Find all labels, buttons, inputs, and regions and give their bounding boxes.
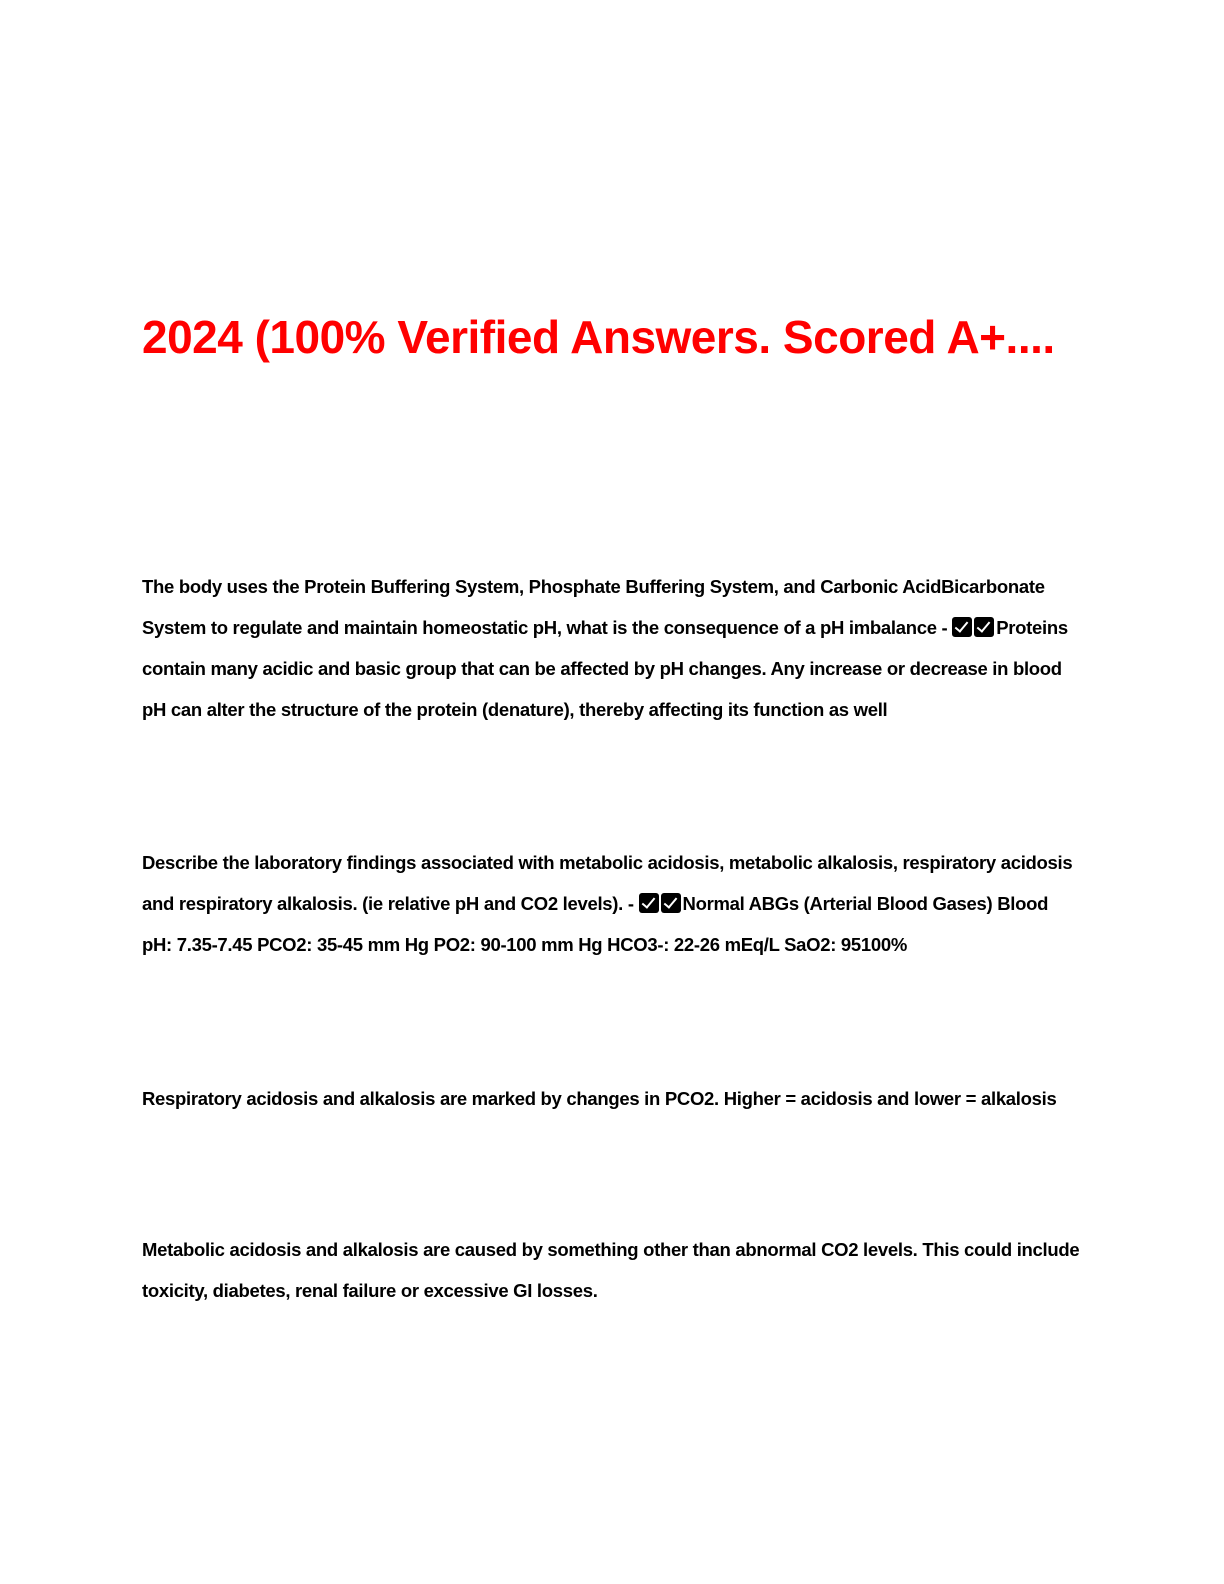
qa-question-2: Describe the laboratory findings associated with metabolic acidosis, metabolic alkalosis, respiratory acidosis and respiratory alkalosis. (ie relative pH and CO2 levels). - [142, 852, 1073, 914]
qa-answer-2: Normal ABGs (Arterial Blood Gases) Blood pH: 7.35-7.45 PCO2: 35-45 mm Hg PO2: 90-100 mm Hg HCO3-: 22-26 mEq/L SaO2: 95100% [142, 893, 1049, 955]
qa-question-1: The body uses the Protein Buffering System, Phosphate Buffering System, and Carbonic AcidBicarbonate System to regulate and maintain homeostatic pH, what is the consequence of a pH imbalance - [142, 576, 1045, 638]
qa-item-1 [142, 566, 1082, 730]
check-icon [974, 617, 994, 637]
qa-item-2 [142, 842, 1082, 965]
check-icon [952, 617, 972, 637]
document-title: 2024 (100% Verified Answers. Scored A+.... [142, 311, 1055, 363]
note-respiratory: Respiratory acidosis and alkalosis are marked by changes in PCO2. Higher = acidosis and lower = alkalosis [142, 1088, 1057, 1109]
note-metabolic: Metabolic acidosis and alkalosis are caused by something other than abnormal CO2 levels. This could include toxicity, diabetes, renal failure or excessive GI losses. [142, 1239, 1080, 1301]
check-icon [639, 893, 659, 913]
check-icon [661, 893, 681, 913]
qa-answer-1: Proteins contain many acidic and basic group that can be affected by pH changes. Any increase or decrease in blood pH can alter the structure of the protein (denature), thereby affecting its function as well [142, 617, 1068, 720]
